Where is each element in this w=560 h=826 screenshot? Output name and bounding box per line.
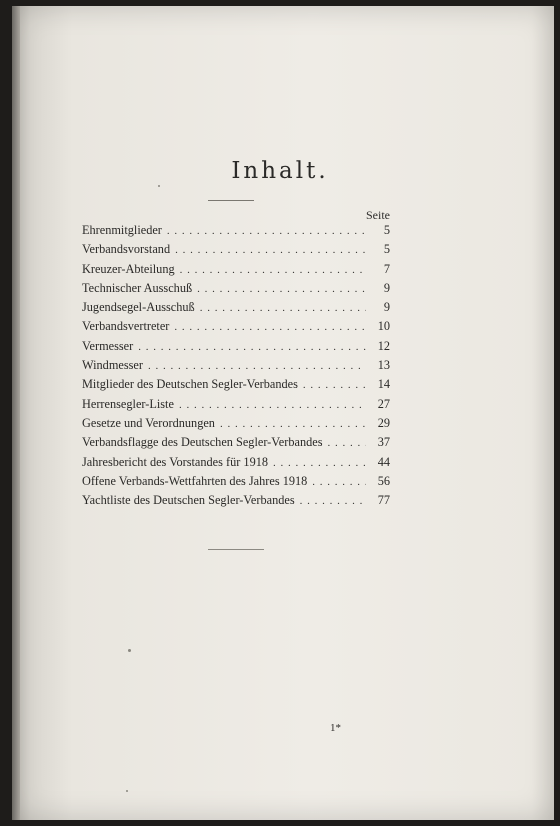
paper-speck: [158, 185, 160, 187]
toc-entry-page: 44: [377, 454, 390, 469]
dot-leader: [273, 457, 366, 469]
toc-entry: [82, 474, 390, 493]
toc-entry-label: Jugendsegel-Ausschuß: [82, 300, 195, 315]
toc-entry-page: 5: [383, 223, 390, 237]
dot-leader: [220, 418, 366, 430]
toc-entry-page: 9: [383, 280, 390, 295]
toc-entry-page: 29: [377, 415, 390, 430]
toc-entry-label: Mitglieder des Deutschen Segler-Verbandes: [82, 377, 298, 392]
toc-entry-page: 27: [377, 396, 390, 411]
toc-entry-page: 9: [383, 300, 390, 315]
toc-entry: [82, 493, 390, 512]
toc-entry-label: Yachtliste des Deutschen Segler-Verbandes: [82, 493, 295, 508]
toc-entry-page: 37: [377, 435, 390, 450]
page-title: Inhalt.: [231, 158, 329, 184]
toc-entry-label: Vermesser: [82, 338, 134, 353]
dot-leader: [312, 476, 366, 488]
dot-leader: [197, 283, 366, 295]
paper-speck: [126, 790, 128, 792]
toc-entry-page: 13: [377, 358, 390, 373]
book-spine-edge: [12, 6, 20, 820]
toc-entry-label: Technischer Ausschuß: [82, 280, 193, 295]
dot-leader: [167, 225, 366, 237]
toc-entry-label: Herrensegler-Liste: [82, 396, 174, 411]
toc-entry: [82, 242, 390, 261]
dot-leader: [300, 495, 366, 507]
toc-entry-page: 10: [377, 319, 390, 334]
paper-speck: [128, 649, 131, 652]
toc-entry-page: 77: [377, 493, 390, 508]
toc-entry: [82, 223, 390, 242]
toc-entry-page: 7: [383, 261, 390, 276]
section-divider-rule: [208, 549, 264, 550]
toc-entry-label: Offene Verbands-Wettfahrten des Jahres 1918: [82, 473, 308, 488]
title-underline-rule: [208, 200, 254, 201]
dot-leader: [179, 399, 366, 411]
toc-entry-label: Verbandsvertreter: [82, 319, 170, 334]
toc-entry: [82, 300, 390, 319]
toc-entry: [82, 262, 390, 281]
toc-entry-label: Kreuzer-Abteilung: [82, 261, 175, 276]
dot-leader: [174, 321, 366, 333]
toc-entry: [82, 358, 390, 377]
toc-entry: [82, 377, 390, 396]
page-folio: 1*: [330, 722, 341, 734]
dot-leader: [327, 437, 366, 449]
page-column-header: Seite: [366, 208, 390, 222]
toc-entry-label: Jahresbericht des Vorstandes für 1918: [82, 454, 269, 469]
toc-entry-label: Ehrenmitglieder: [82, 223, 162, 237]
toc-entry-label: Verbandsvorstand: [82, 242, 171, 257]
toc-entry-label: Windmesser: [82, 358, 143, 373]
dot-leader: [303, 379, 366, 391]
toc-entry: [82, 281, 390, 300]
dot-leader: [138, 341, 366, 353]
table-of-contents: [82, 223, 390, 512]
dot-leader: [148, 360, 366, 372]
toc-entry: [82, 397, 390, 416]
toc-entry: [82, 455, 390, 474]
toc-entry-label: Verbandsflagge des Deutschen Segler-Verbandes: [82, 435, 323, 450]
toc-entry-label: Gesetze und Verordnungen: [82, 415, 215, 430]
toc-entry: [82, 416, 390, 435]
toc-entry: [82, 339, 390, 358]
toc-entry-page: 5: [383, 242, 390, 257]
toc-entry-page: 56: [377, 473, 390, 488]
toc-entry-page: 12: [377, 338, 390, 353]
toc-entry-page: 14: [377, 377, 390, 392]
dot-leader: [180, 264, 366, 276]
toc-entry: [82, 435, 390, 454]
toc-entry: [82, 319, 390, 338]
dot-leader: [200, 302, 366, 314]
dot-leader: [175, 244, 366, 256]
